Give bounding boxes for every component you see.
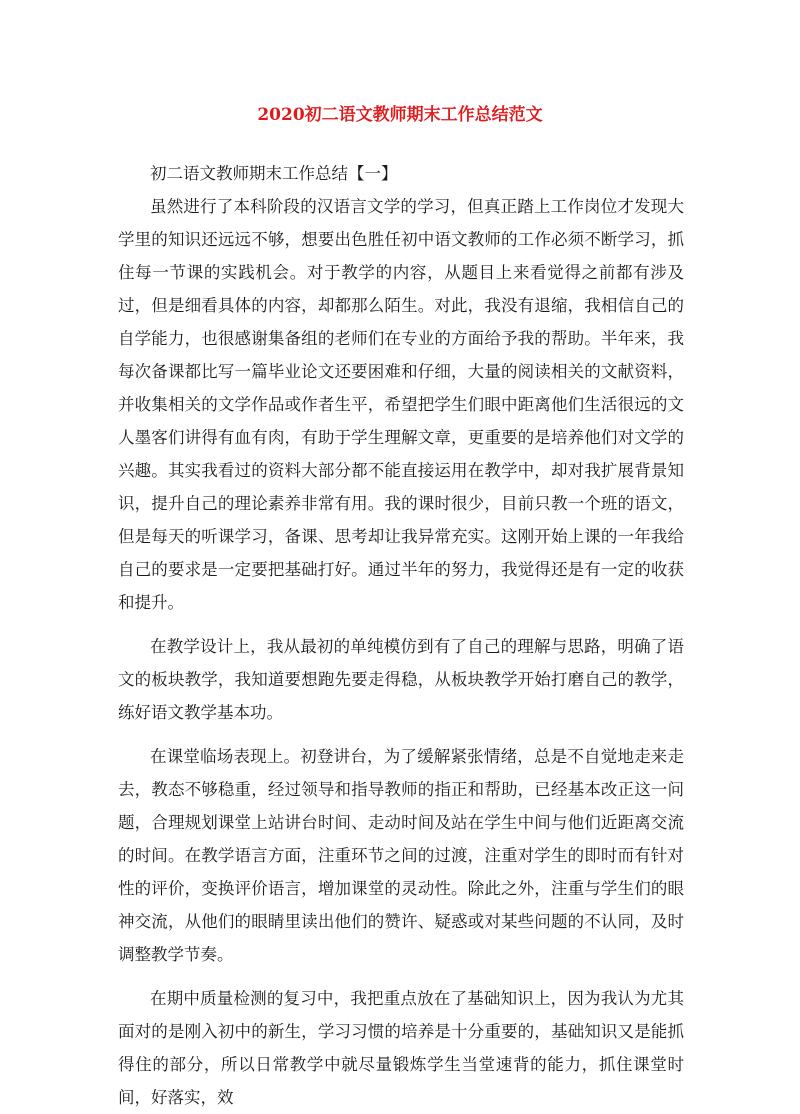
section-heading: 初二语文教师期末工作总结【一】	[150, 164, 398, 183]
paragraph-2: 在教学设计上，我从最初的单纯模仿到有了自己的理解与思路，明确了语文的板块教学，我知道要想跑先要走得稳，从板块教学开始打磨自己的教学，练好语文教学基本功。	[118, 637, 684, 722]
document-title: 2020初二语文教师期末工作总结范文	[257, 105, 543, 125]
paragraph-4: 在期中质量检测的复习中，我把重点放在了基础知识上，因为我认为尤其面对的是刚入初中的新生，学习习惯的培养是十分重要的，基础知识又是能抓得住的部分，所以日常教学中就尽量锻炼学生当堂速背的能力，抓住课堂时间，好落实，效	[118, 989, 684, 1107]
paragraph-3: 在课堂临场表现上。初登讲台，为了缓解紧张情绪，总是不自觉地走来走去，教态不够稳重，经过领导和指导教师的指正和帮助，已经基本改正这一问题，合理规划课堂上站讲台时间、走动时间及站在学生中间与他们近距离交流的时间。在教学语言方面，注重环节之间的过渡，注重对学生的即时而有针对性的评价，变换评价语言，增加课堂的灵动性。除此之外，注重与学生们的眼神交流，从他们的眼睛里读出他们的赞许、疑惑或对某些问题的不认同，及时调整教学节奏。	[118, 747, 684, 964]
document-body	[118, 157, 684, 1114]
paragraph-1: 虽然进行了本科阶段的汉语言文学的学习，但真正踏上工作岗位才发现大学里的知识还远远不够，想要出色胜任初中语文教师的工作必须不断学习，抓住每一节课的实践机会。对于教学的内容，从题目上来看觉得之前都有涉及过，但是细看具体的内容，却都那么陌生。对此，我没有退缩，我相信自己的自学能力，也很感谢集备组的老师们在专业的方面给予我的帮助。半年来，我每次备课都比写一篇毕业论文还要困难和仔细，大量的阅读相关的文献资料，并收集相关的文学作品或作者生平，希望把学生们眼中距离他们生活很远的文人墨客们讲得有血有肉，有助于学生理解文章，更重要的是培养他们对文学的兴趣。其实我看过的资料大部分都不能直接运用在教学中，却对我扩展背景知识，提升自己的理论素养非常有用。我的课时很少，目前只教一个班的语文，但是每天的听课学习，备课、思考却让我异常充实。这刚开始上课的一年我给自己的要求是一定要把基础打好。通过半年的努力，我觉得还是有一定的收获和提升。	[118, 197, 684, 612]
